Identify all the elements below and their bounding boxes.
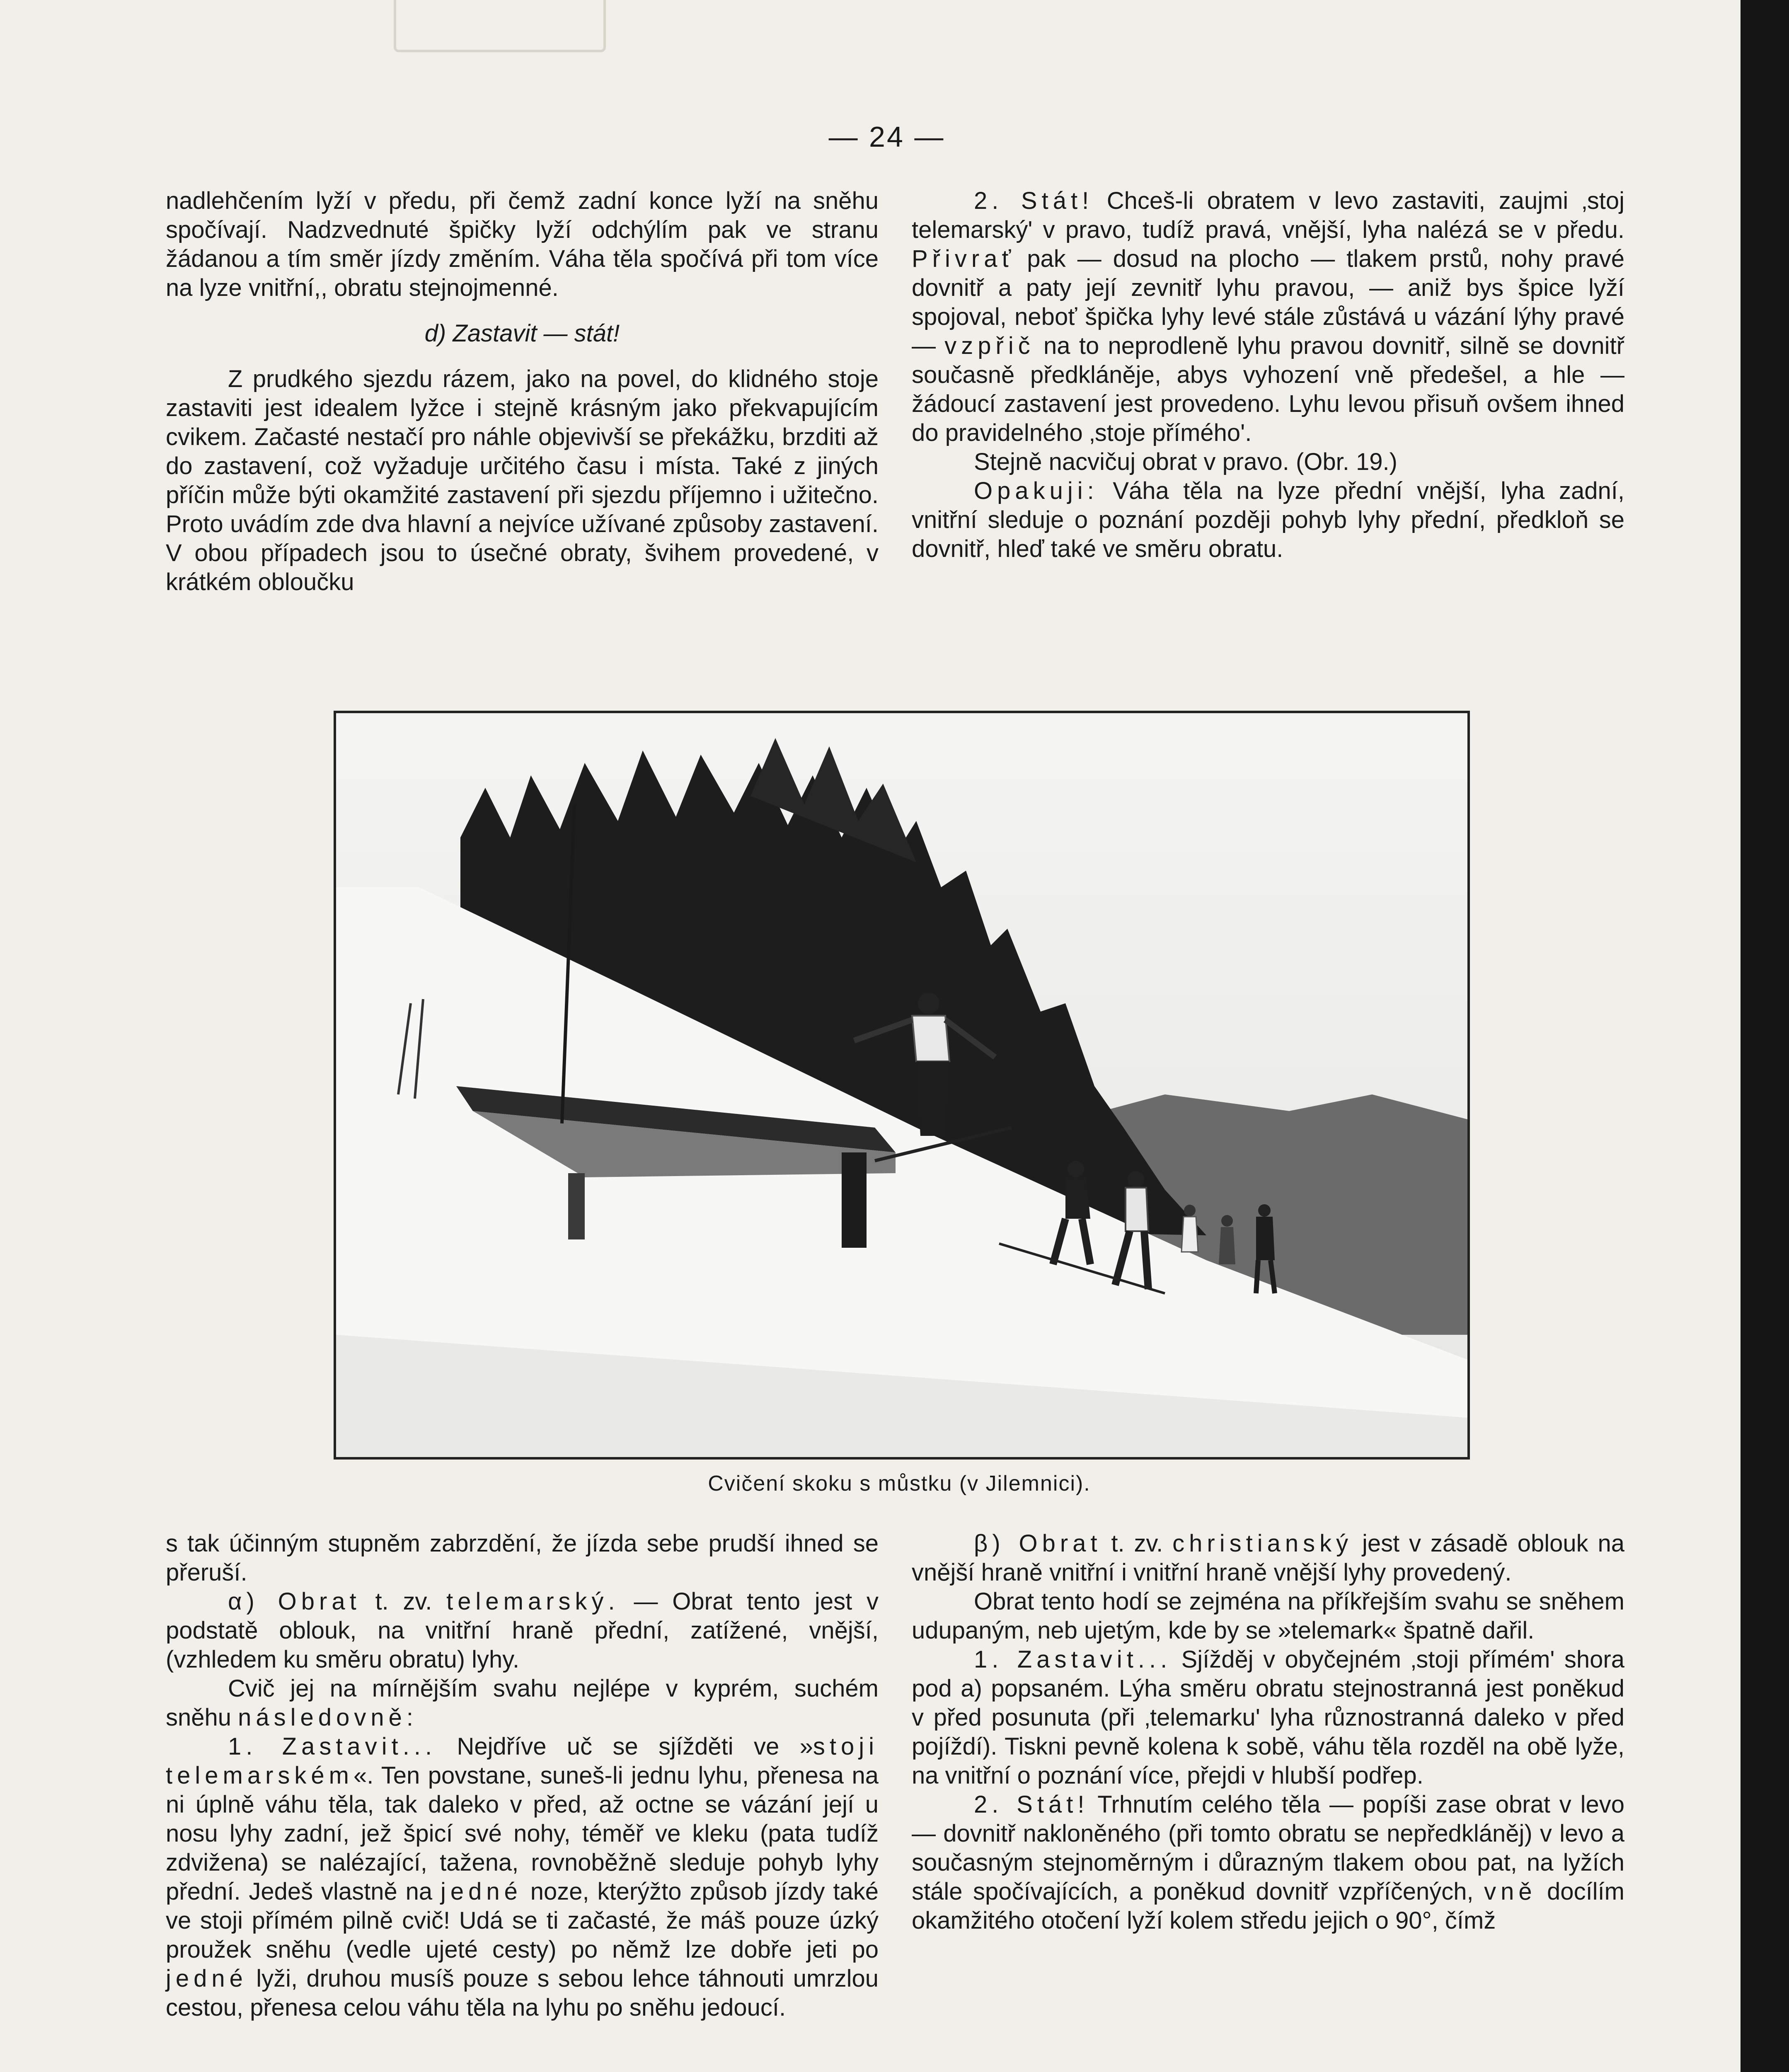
text-run: Cvič jej na mírnějším svahu nejlépe v kyprém, suchém sněhu [166,1675,879,1731]
paragraph [912,1645,1624,1790]
text-run: «. Ten povstane, suneš-li jednu lyhu, přenesa na ni úplně váhu těla, tak daleko v před, až octne se vázání její u nosu lyhy zadní, jež špicí své nohy, téměř ve kleku (pata tudíž zdvižena) se nalézající, tažena, rovnoběžně sleduje pohyb lyhy přední. Jedeš vlastně na [166,1762,879,1905]
paragraph [912,186,1624,448]
page-number: — 24 — [828,121,945,153]
text-run: Trhnutím celého těla — popíši zase obrat v levo — dovnitř nakloněného (při tomto obratu se nepředkláněj) v levo a současným stejnoměrným i důrazným tlakem obou pat, na lyžích stále spočívajících, a poněkud dovnitř vzpříčených, [912,1791,1624,1905]
text-run: pak — dosud na plocho — tlakem prstů, nohy pravé dovnitř a paty její zevnitř lyhu pravou, — aniž bys špice lyží spojoval, neboť špička lyhy levé stále zůstává u vázání lýhy pravé — [912,245,1624,359]
paragraph [166,1674,879,1732]
library-stamp [394,0,606,52]
spaced-lead: Opakuji: [974,477,1099,504]
text-run: t. zv. [361,1588,447,1615]
spaced-lead: 2. Stát! [974,187,1094,214]
text-run: docílím okamžitého otočení lyží kolem středu jejich o 90°, čímž [912,1878,1624,1934]
column-left-top [166,186,879,597]
paragraph: Obrat tento hodí se zejména na příkřejším svahu se sněhem udupaným, neb ujetým, kde by se »telemark« špatně dařil. [912,1588,1624,1644]
column-right-bottom [912,1529,1624,1935]
spaced-emphasis: následovně: [238,1704,418,1731]
ski-jump-photo [334,711,1470,1460]
text-run: Sjížděj v obyčejném ‚stoji přímém' shora pod a) popsaném. Lýha směru obratu stejnostranná jest poněkud v před posunuta (při ‚telemarku' lyha různostranná daleko v před pojíždí). Tiskni pevně kolena k sobě, váhu těla rozděl na obě lyže, na vnitřní o poznání více, přejdi v hlubší podřep. [912,1646,1624,1789]
text-run: — Obrat tento jest v podstatě oblouk, na vnitřní hraně přední, zatížené, vnější, (vzhledem ku směru obratu) lyhy. [166,1588,879,1673]
paragraph: Z prudkého sjezdu rázem, jako na povel, do klidného stoje zastaviti jest idealem lyžce i stejně krásným jako překvapujícím cvikem. Začasté nestačí pro náhle objevivší se překážku, brzditi až do zastavení, což vyžaduje určitého času i místa. Také z jiných příčin může býti okamžité zastavení při sjezdu příjemno i užitečno. Proto uvádím zde dva hlavní a nejvíce užívané způsoby zastavení. V obou případech jsou to úsečné obraty, švihem provedené, v krátkém obloučku [166,366,879,595]
photo-caption: Cvičení skoku s můstku (v Jilemnici). [708,1472,1091,1496]
spaced-emphasis: christianský [1172,1530,1353,1557]
text-run: Chceš-li obratem v levo zastaviti, zaujmi ‚stoj telemarský' v pravo, tudíž pravá, vnější, lyha nalézá se v předu. [912,187,1624,243]
spaced-emphasis: vně [1484,1878,1537,1905]
text-run: Nejdříve uč se sjížděti ve » [436,1733,813,1760]
spaced-emphasis: jedné [166,1965,247,1992]
paragraph [912,1529,1624,1587]
spaced-lead: 2. Stát! [974,1791,1089,1818]
spaced-emphasis: vzpřič [944,332,1035,359]
paragraph [912,1790,1624,1935]
section-heading: d) Zastavit — stát! [424,320,620,347]
paragraph [166,1587,879,1674]
text-run: Váha těla na lyze přední vnější, lyha zadní, vnitřní sleduje o poznání později pohyb lyhy přední, předkloň se dovnitř, hleď také ve směru obratu. [912,477,1624,562]
text-run: jest v zásadě oblouk na vnější hraně vnitřní i vnitřní hraně vnější lyhy provedený. [912,1530,1624,1586]
paragraph [912,477,1624,564]
text-run: lyži, druhou musíš pouze s sebou lehce táhnouti umrzlou cestou, přenesa celou váhu těla na lyhu po sněhu jedoucí. [166,1965,879,2021]
photo-illustration [336,713,1467,1457]
spaced-emphasis: Přivrať [912,245,1016,272]
paragraph: nadlehčením lyží v předu, při čemž zadní konce lyží na sněhu spočívají. Nadzvednuté špičky lyží odchýlím pak ve stranu žádanou a tím směr jízdy změním. Váha těla spočívá při tom více na lyze vnitřní,, obratu stejnojmenné. [166,187,879,301]
spaced-lead: α) Obrat [228,1588,361,1615]
column-left-bottom [166,1529,879,2022]
text-run: na to neprodleně lyhu pravou dovnitř, silně se dovnitř současně předkláněje, abys vyhození vně předešel, a hle — žádoucí zastavení jest provedeno. Lyhu levou přisuň ovšem ihned do pravidelného ‚stoje přímého'. [912,332,1624,446]
paragraph: Stejně nacvičuj obrat v pravo. (Obr. 19.) [974,448,1397,475]
paragraph: s tak účinným stupněm zabrzdění, že jízda sebe prudší ihned se přeruší. [166,1530,879,1586]
spaced-emphasis: stoji telemarském [166,1733,879,1789]
spaced-emphasis: jedné [441,1878,522,1905]
column-right-top [912,186,1624,564]
text-run: t. zv. [1101,1530,1173,1557]
text-run: noze, kterýžto způsob jízdy také ve stoji přímém pilně cvič! Udá se ti začasté, že máš pouze úzký proužek sněhu (vedle ujeté cesty) po němž lze dobře jeti po [166,1878,879,1963]
spaced-lead: β) Obrat [974,1530,1102,1557]
paragraph [166,1732,879,2022]
spaced-lead: 1. Zastavit... [974,1646,1172,1673]
spaced-lead: 1. Zastavit... [228,1733,437,1760]
spaced-emphasis: telemarský. [446,1588,620,1615]
